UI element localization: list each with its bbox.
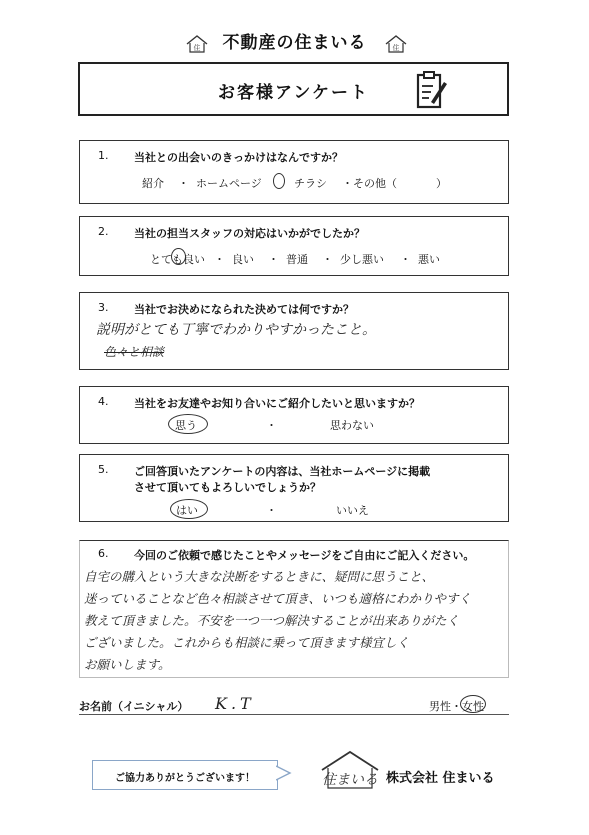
question-text: 当社との出会いのきっかけはなんですか？ <box>134 151 343 164</box>
handwritten-line: 自宅の購入という大きな決断をするときに、疑問に思うこと、 <box>84 569 435 584</box>
option-average[interactable]: 普通 <box>286 253 308 266</box>
question-text: 当社をお友達やお知り合いにご紹介したいと思いますか？ <box>134 397 420 410</box>
question-text: 今回のご依頼で感じたことやメッセージをご自由にご記入ください。 <box>134 549 475 562</box>
question-1 <box>79 140 509 204</box>
selection-mark <box>171 248 186 265</box>
brand-title: 不動産の住まいる <box>222 33 367 53</box>
name-label: お名前（イニシャル） <box>79 700 189 713</box>
thanks-message: ご協力ありがとうございます！ <box>115 773 255 784</box>
question-text: 当社でお決めになられた決めては何ですか？ <box>134 303 354 316</box>
question-4 <box>79 386 509 444</box>
clipboard-pen-icon <box>415 70 447 110</box>
option-bad[interactable]: 悪い <box>418 253 440 266</box>
name-row <box>79 694 509 714</box>
house-icon <box>385 34 407 54</box>
question-number: 1. <box>98 149 109 162</box>
struck-answer: 色々と相談 <box>104 345 165 359</box>
house-logo-icon <box>318 748 382 792</box>
separator: ・ <box>266 504 277 517</box>
svg-text:住: 住 <box>392 44 400 52</box>
separator: ・ <box>178 177 189 190</box>
option-no[interactable]: いいえ <box>336 504 369 517</box>
option-good[interactable]: 良い <box>232 253 254 266</box>
handwritten-line: 教えて頂きました。不安を一つ一つ解決することが出来ありがたく <box>84 613 460 628</box>
question-number: 4. <box>98 395 109 408</box>
question-5 <box>79 454 509 522</box>
company-name: 株式会社 住まいる <box>386 771 495 786</box>
option-flyer[interactable]: チラシ <box>294 177 327 190</box>
option-yes-think[interactable]: 思う <box>175 419 197 432</box>
question-text: 当社の担当スタッフの対応はいかがでしたか？ <box>134 227 365 240</box>
option-referral[interactable]: 紹介 <box>142 177 164 190</box>
option-no-think[interactable]: 思わない <box>330 419 374 432</box>
separator: ・ <box>268 253 279 266</box>
separator: ・ <box>266 419 277 432</box>
page-title: お客様アンケート <box>218 83 369 103</box>
name-underline <box>79 714 509 715</box>
separator: ・ <box>214 253 225 266</box>
question-number: 3. <box>98 301 109 314</box>
question-text-line-1: ご回答頂いたアンケートの内容は、当社ホームページに掲載 <box>134 465 431 478</box>
question-number: 5. <box>98 463 109 476</box>
question-text-line-2: させて頂いてもよろしいでしょうか？ <box>134 481 321 494</box>
option-slightly-bad[interactable]: 少し悪い <box>340 253 384 266</box>
question-6 <box>79 540 509 678</box>
logo-text: 住まいる <box>322 772 378 788</box>
speech-pointer <box>276 764 292 782</box>
question-3 <box>79 292 509 370</box>
separator: ・ <box>322 253 333 266</box>
handwritten-line: 迷っていることなど色々相談させて頂き、いつも適格にわかりやすく <box>84 591 472 606</box>
handwritten-line: ございました。これからも相談に乗って頂きます様宜しく <box>84 635 410 650</box>
option-homepage[interactable]: ホームページ <box>196 177 262 190</box>
option-very-good[interactable]: とても良い <box>150 253 205 266</box>
name-value[interactable]: K.T <box>215 694 255 713</box>
handwritten-answer: 説明がとても丁寧でわかりやすかったこと。 <box>96 322 376 338</box>
option-yes[interactable]: はい <box>176 504 198 517</box>
separator: ・ <box>400 253 411 266</box>
gender-label[interactable]: 男性・女性 <box>429 700 484 713</box>
selection-mark <box>460 695 486 713</box>
option-other-close: ） <box>436 177 447 190</box>
svg-text:住: 住 <box>193 44 201 52</box>
thanks-box <box>92 760 278 790</box>
handwritten-line: お願いします。 <box>84 657 171 672</box>
survey-title-box <box>78 62 509 116</box>
question-number: 2. <box>98 225 109 238</box>
question-2 <box>79 216 509 276</box>
question-number: 6. <box>98 547 109 560</box>
option-other[interactable]: ・その他（ <box>342 177 397 190</box>
selection-mark <box>273 173 285 189</box>
brand-header <box>0 0 589 60</box>
